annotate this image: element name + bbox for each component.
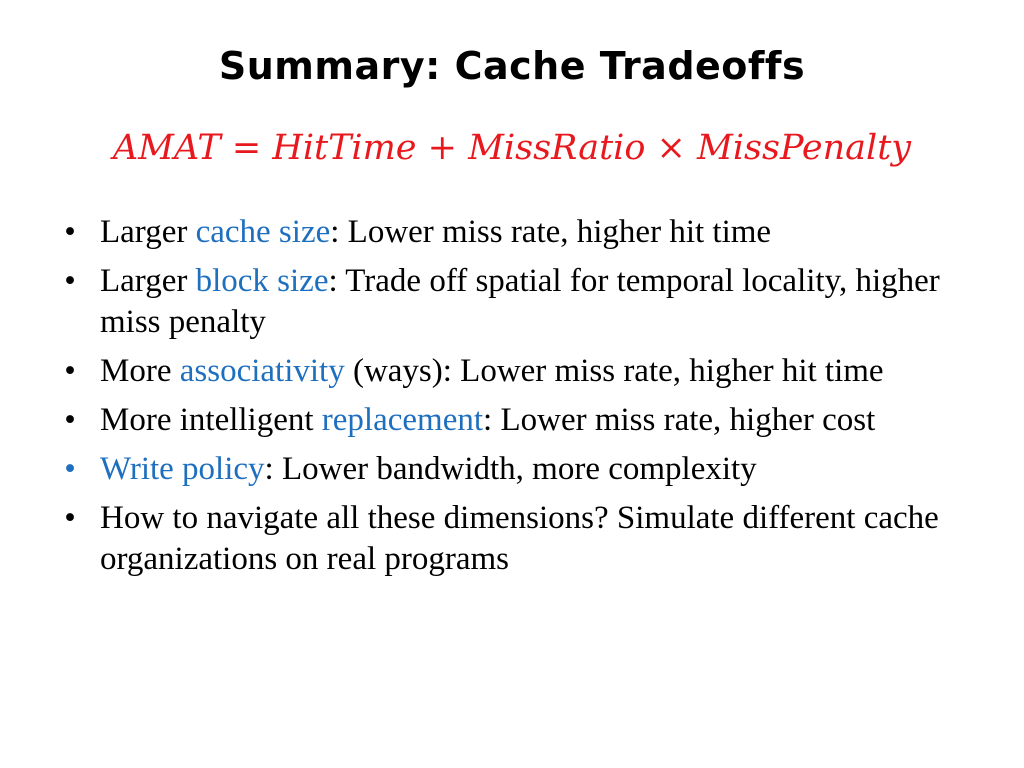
bullet-item-replacement <box>60 400 980 441</box>
bullet-text-pre: Larger <box>100 263 196 299</box>
bullet-dot-icon: • <box>64 263 76 299</box>
bullet-list <box>60 212 980 588</box>
bullet-term: cache size <box>195 214 331 250</box>
bullet-text-pre: More intelligent <box>100 402 322 438</box>
bullet-term: block size <box>195 263 329 299</box>
bullet-text-post: : Lower miss rate, higher cost <box>483 402 876 438</box>
bullet-item-associativity <box>60 351 980 392</box>
bullet-text-post: : Lower bandwidth, more complexity <box>264 451 757 487</box>
bullet-dot-icon: • <box>64 353 76 389</box>
bullet-dot-icon: • <box>64 451 76 487</box>
bullet-text-post: : Lower miss rate, higher hit time <box>330 214 772 250</box>
bullet-dot-icon: • <box>64 214 76 250</box>
bullet-term: associativity <box>179 353 345 389</box>
bullet-term: replacement <box>321 402 484 438</box>
bullet-text-pre: Larger <box>100 214 196 250</box>
bullet-item-block-size <box>60 261 980 343</box>
bullet-term: Write policy <box>100 451 265 487</box>
bullet-text-pre: More <box>100 353 180 389</box>
bullet-dot-icon: • <box>64 500 76 536</box>
bullet-item-navigate <box>60 498 980 580</box>
bullet-text-pre: How to navigate all these dimensions? Simulate different cache organizations on real programs <box>100 500 939 577</box>
bullet-text-post: : Trade off spatial for temporal locality, higher miss penalty <box>100 263 940 340</box>
bullet-text-post: (ways): Lower miss rate, higher hit time <box>344 353 884 389</box>
amat-formula: AMAT = HitTime + MissRatio × MissPenalty <box>112 128 912 168</box>
slide-title: Summary: Cache Tradeoffs <box>218 44 806 88</box>
bullet-dot-icon: • <box>64 402 76 438</box>
bullet-item-write-policy <box>60 449 980 490</box>
bullet-item-cache-size <box>60 212 980 253</box>
